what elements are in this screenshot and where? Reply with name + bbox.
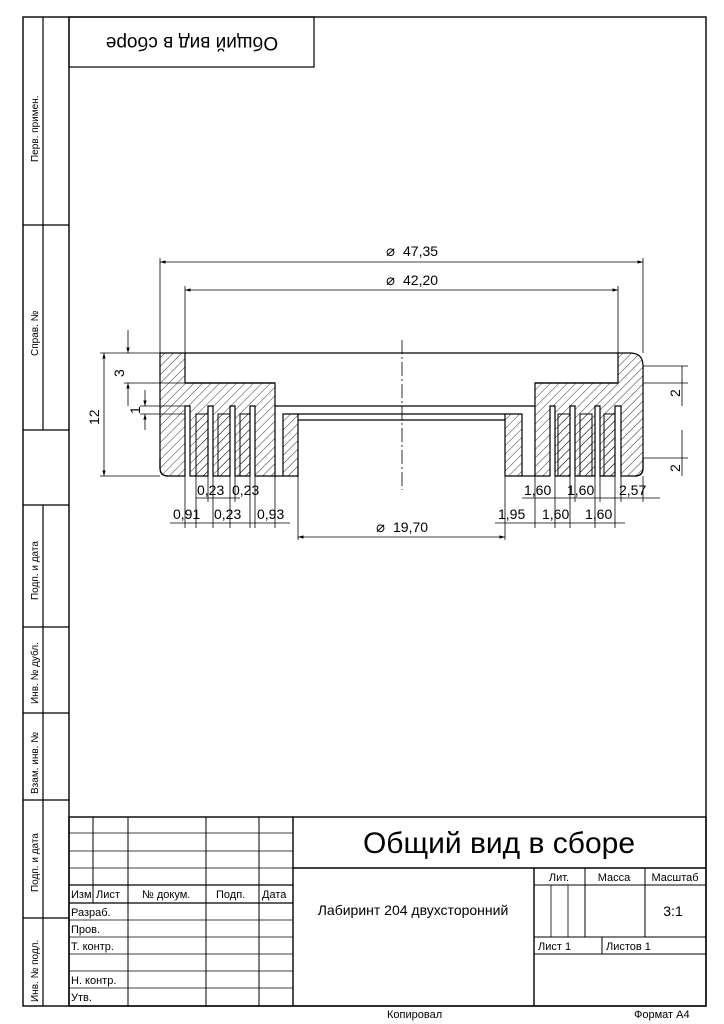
header-data: Дата (262, 889, 287, 901)
label-podp-data-1: Подп. и дата (30, 541, 41, 600)
dim-l-091: 0,91 (173, 506, 201, 522)
label-massa: Масса (597, 872, 631, 884)
left-ridge-2 (218, 414, 230, 476)
document-name: Лабиринт 204 двухсторонний (317, 902, 509, 918)
dim-l-023-a: 0,23 (197, 482, 225, 498)
label-listov: Листов 1 (606, 941, 651, 953)
dim-r-160-b: 1,60 (567, 482, 595, 498)
label-perv-primen: Перв. примен. (30, 95, 41, 162)
label-inv-no-podl: Инв. № подл. (30, 939, 41, 1002)
dim-d-inner: 19,70 (393, 519, 429, 535)
role-n-kontr: Н. контр. (71, 975, 117, 987)
left-lip-hatch (283, 414, 298, 476)
role-t-kontr: Т. контр. (71, 941, 114, 953)
label-podp-data-2: Подп. и дата (30, 833, 41, 892)
header-izm: Изм (71, 889, 92, 901)
role-utv: Утв. (71, 992, 92, 1004)
dim-r-257: 2,57 (619, 482, 647, 498)
dim-r-160-a: 1,60 (524, 482, 552, 498)
role-prov: Пров. (71, 924, 101, 936)
dim-d-outer: 47,35 (403, 243, 439, 259)
right-ridge-2 (580, 414, 592, 476)
footer-format: Формат А4 (634, 1009, 690, 1021)
dim-d-outer-sym: ⌀ (386, 243, 396, 260)
header-podp: Подп. (216, 889, 246, 901)
dim-r-160-c: 1,60 (542, 506, 570, 522)
main-title: Общий вид в сборе (362, 827, 636, 860)
dim-l-023-b: 0,23 (232, 482, 260, 498)
role-razrab: Разраб. (71, 907, 111, 919)
scale-value: 3:1 (663, 903, 683, 919)
part-section (160, 340, 643, 490)
dim-h-top: 3 (111, 369, 127, 377)
header-list: Лист (96, 889, 120, 901)
left-margin-labels (29, 96, 41, 1002)
label-list: Лист 1 (538, 941, 572, 953)
dim-l-023-c: 0,23 (214, 506, 242, 522)
stamp-mirrored-title: Общий вид в сборе (105, 31, 279, 53)
dim-r-160-d: 1,60 (585, 506, 613, 522)
title-block-text (71, 827, 699, 1004)
dim-d-mid: 42,20 (403, 272, 439, 288)
label-inv-no-dubl: Инв. № дубл. (30, 642, 41, 704)
dim-h-total: 12 (86, 409, 102, 425)
dim-d-mid-sym: ⌀ (386, 272, 396, 289)
dim-h-small: 1 (127, 406, 143, 414)
label-vzam-inv-no: Взам. инв. № (30, 732, 41, 794)
dim-r-bottom: 2 (667, 464, 683, 472)
left-ridge-3 (240, 414, 250, 476)
dim-l-093: 0,93 (257, 506, 285, 522)
label-sprav-no: Справ. № (30, 310, 41, 356)
right-lip-hatch (505, 414, 522, 476)
header-no-dokum: № докум. (142, 889, 191, 901)
label-lit: Лит. (548, 872, 570, 884)
dim-d-inner-sym: ⌀ (376, 519, 386, 536)
left-ridge-1 (196, 414, 208, 476)
right-ridge-3 (604, 414, 615, 476)
dim-r-top: 2 (667, 389, 683, 397)
dim-r-195: 1,95 (498, 506, 526, 522)
footer-copied: Копировал (387, 1009, 443, 1021)
label-masshtab: Масштаб (651, 872, 699, 884)
right-ridge-1 (558, 414, 570, 476)
